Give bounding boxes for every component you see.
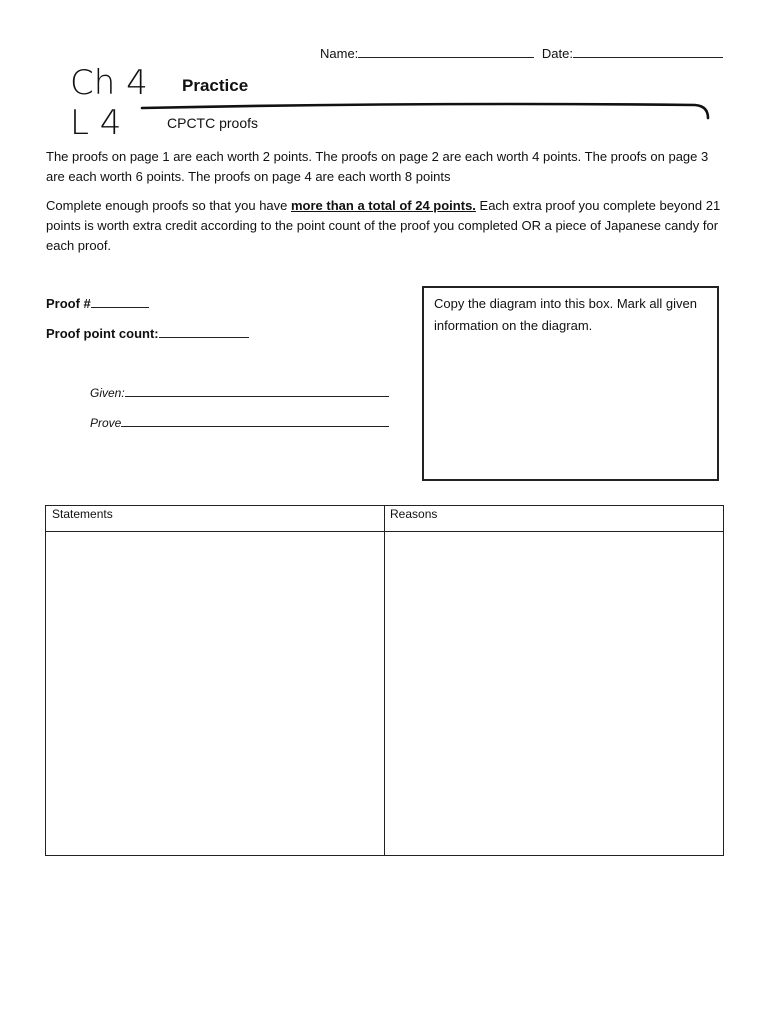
given-label: Given:: [90, 386, 125, 400]
lesson-label: L 4: [70, 103, 122, 143]
proof-table: [45, 505, 724, 856]
date-label: Date:: [541, 46, 573, 61]
point-count-label: Proof point count:: [46, 326, 159, 341]
page-subtitle: CPCTC proofs: [167, 115, 259, 131]
diagram-box[interactable]: [422, 286, 719, 481]
reasons-header: Reasons: [390, 507, 438, 521]
point-count-field: [46, 325, 249, 341]
name-date-line: [320, 45, 723, 61]
prove-label: Prove: [90, 416, 122, 430]
proof-number-blank[interactable]: [91, 295, 149, 308]
proof-number-field: [46, 295, 149, 311]
given-blank[interactable]: [125, 384, 389, 397]
name-label: Name:: [320, 46, 359, 61]
date-blank[interactable]: [573, 45, 723, 58]
prove-blank[interactable]: [121, 414, 389, 427]
name-blank[interactable]: [358, 45, 534, 58]
point-count-blank[interactable]: [159, 325, 249, 338]
instructions-goal-start: Complete enough proofs so that you have: [46, 198, 291, 213]
instructions-goal-end: Each extra proof you complete beyond 21 points is worth extra credit according to the point count of the proof you completed OR a piece of Japanese candy for each proof.: [46, 198, 721, 253]
reasons-column[interactable]: [385, 532, 723, 855]
given-field: [90, 384, 389, 400]
statements-header: Statements: [52, 507, 113, 521]
statements-column[interactable]: [46, 532, 384, 855]
chapter-label: Ch 4: [70, 63, 148, 103]
page-title: Practice: [182, 76, 249, 95]
instructions-points: The proofs on page 1 are each worth 2 points. The proofs on page 2 are each worth 4 points. The proofs on page 3 are each worth 6 points. The proofs on page 4 are each worth 8 points: [46, 149, 709, 184]
prove-field: [90, 414, 389, 430]
instructions-goal-emphasis: more than a total of 24 points.: [291, 198, 476, 213]
proof-number-label: Proof #: [46, 296, 91, 311]
diagram-box-instructions: Copy the diagram into this box. Mark all given information on the diagram.: [434, 296, 698, 333]
instructions-goal: [46, 196, 726, 256]
